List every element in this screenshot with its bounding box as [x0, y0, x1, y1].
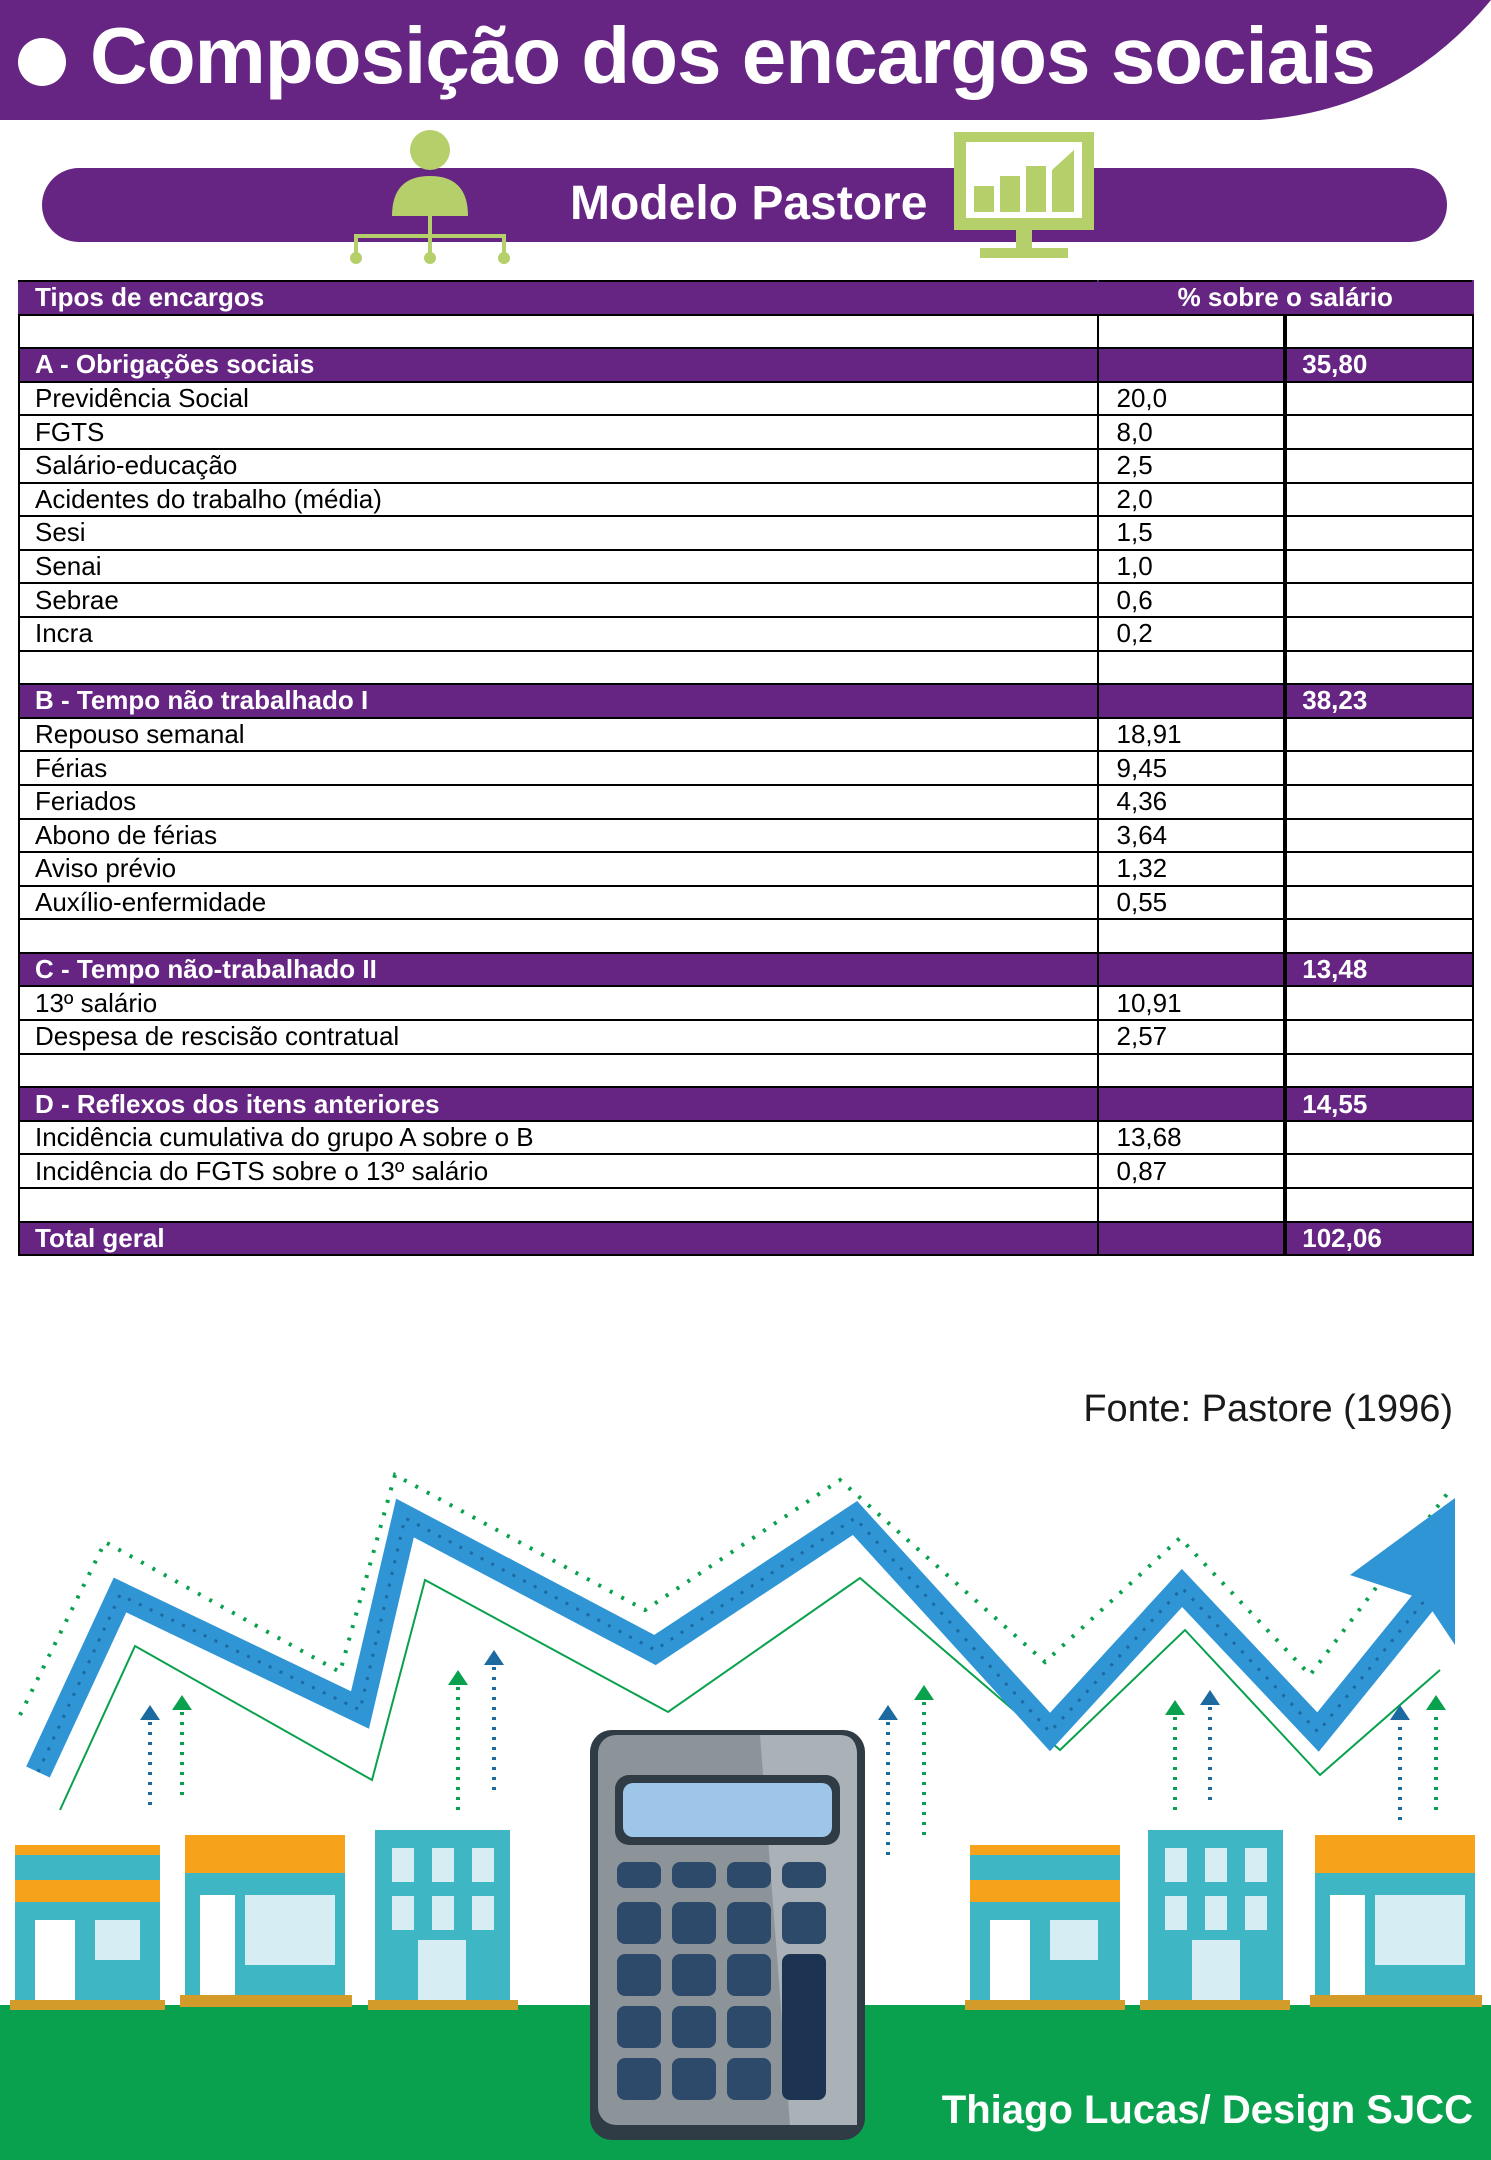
table-row	[19, 415, 1473, 449]
group-total: 35,80	[1285, 348, 1473, 382]
item-value: 1,0	[1098, 550, 1286, 584]
purple header-row	[19, 281, 1473, 315]
blank-cell	[1098, 315, 1286, 349]
item-empty	[1285, 1121, 1473, 1155]
item-name: Incra	[19, 617, 1098, 651]
table-row	[19, 617, 1473, 651]
shop-right-2	[1310, 1835, 1482, 2007]
group-label: D - Reflexos dos itens anteriores	[19, 1087, 1098, 1121]
item-name: Despesa de rescisão contratual	[19, 1020, 1098, 1054]
table-row	[19, 919, 1473, 953]
blank-cell	[1098, 1188, 1286, 1222]
shop-right-1	[965, 1845, 1125, 2010]
item-value: 2,57	[1098, 1020, 1286, 1054]
table-row	[19, 449, 1473, 483]
item-empty	[1285, 718, 1473, 752]
item-empty	[1285, 819, 1473, 853]
total-value: 102,06	[1285, 1222, 1473, 1256]
blank-cell	[19, 1188, 1098, 1222]
shop-left-2	[180, 1835, 352, 2007]
item-value: 2,5	[1098, 449, 1286, 483]
item-empty	[1285, 583, 1473, 617]
item-name: Incidência cumulativa do grupo A sobre o B	[19, 1121, 1098, 1155]
blank-cell	[19, 651, 1098, 685]
blank-cell	[1285, 651, 1473, 685]
item-empty	[1285, 1154, 1473, 1188]
item-value: 0,2	[1098, 617, 1286, 651]
table-row	[19, 651, 1473, 685]
group-total: 13,48	[1285, 953, 1473, 987]
table-row	[19, 852, 1473, 886]
item-empty	[1285, 483, 1473, 517]
group-empty	[1098, 953, 1286, 987]
purple-row	[19, 348, 1473, 382]
source-note: Fonte: Pastore (1996)	[1083, 1388, 1453, 1430]
blank-cell	[1285, 1054, 1473, 1088]
item-value: 9,45	[1098, 751, 1286, 785]
table-row	[19, 1020, 1473, 1054]
table-row	[19, 583, 1473, 617]
blank-cell	[19, 1054, 1098, 1088]
table-row	[19, 516, 1473, 550]
table-row	[19, 1054, 1473, 1088]
blank-cell	[1285, 1188, 1473, 1222]
purple-row	[19, 684, 1473, 718]
table-row	[19, 1121, 1473, 1155]
table-row	[19, 1154, 1473, 1188]
bullet-dot	[18, 38, 66, 86]
group-label: A - Obrigações sociais	[19, 348, 1098, 382]
group-empty	[1098, 1087, 1286, 1121]
table-row	[19, 550, 1473, 584]
total-empty	[1098, 1222, 1286, 1256]
item-empty	[1285, 886, 1473, 920]
item-value: 13,68	[1098, 1121, 1286, 1155]
group-label: B - Tempo não trabalhado I	[19, 684, 1098, 718]
purple-row	[19, 1222, 1473, 1256]
item-name: Auxílio-enfermidade	[19, 886, 1098, 920]
item-empty	[1285, 382, 1473, 416]
purple-row	[19, 953, 1473, 987]
item-name: Previdência Social	[19, 382, 1098, 416]
item-name: 13º salário	[19, 986, 1098, 1020]
item-name: Incidência do FGTS sobre o 13º salário	[19, 1154, 1098, 1188]
group-empty	[1098, 684, 1286, 718]
table-row	[19, 1188, 1473, 1222]
item-value: 2,0	[1098, 483, 1286, 517]
blank-cell	[1285, 919, 1473, 953]
blank-cell	[1098, 651, 1286, 685]
subtitle: Modelo Pastore	[570, 177, 928, 230]
item-name: Aviso prévio	[19, 852, 1098, 886]
total-label: Total geral	[19, 1222, 1098, 1256]
item-value: 10,91	[1098, 986, 1286, 1020]
item-empty	[1285, 449, 1473, 483]
item-value: 0,6	[1098, 583, 1286, 617]
group-total: 14,55	[1285, 1087, 1473, 1121]
item-empty	[1285, 550, 1473, 584]
header-type: Tipos de encargos	[19, 281, 1098, 315]
item-value: 18,91	[1098, 718, 1286, 752]
header-percent: % sobre o salário	[1098, 281, 1473, 315]
item-empty	[1285, 617, 1473, 651]
group-empty	[1098, 348, 1286, 382]
charges-table	[18, 280, 1474, 1256]
group-total: 38,23	[1285, 684, 1473, 718]
blank-cell	[1098, 1054, 1286, 1088]
item-value: 1,32	[1098, 852, 1286, 886]
item-empty	[1285, 516, 1473, 550]
building-left	[368, 1830, 518, 2010]
item-empty	[1285, 1020, 1473, 1054]
building-right	[1140, 1830, 1290, 2010]
item-name: Salário-educação	[19, 449, 1098, 483]
table-row	[19, 986, 1473, 1020]
item-value: 0,87	[1098, 1154, 1286, 1188]
blank-cell	[19, 919, 1098, 953]
item-value: 3,64	[1098, 819, 1286, 853]
calculator-icon	[590, 1730, 865, 2140]
item-value: 8,0	[1098, 415, 1286, 449]
table-row	[19, 315, 1473, 349]
item-empty	[1285, 986, 1473, 1020]
item-empty	[1285, 415, 1473, 449]
table-row	[19, 785, 1473, 819]
table-row	[19, 483, 1473, 517]
item-name: FGTS	[19, 415, 1098, 449]
illustration	[0, 1450, 1491, 2160]
shop-left-1	[10, 1845, 165, 2010]
item-name: Feriados	[19, 785, 1098, 819]
blank-cell	[1285, 315, 1473, 349]
item-name: Acidentes do trabalho (média)	[19, 483, 1098, 517]
page-title: Composição dos encargos sociais	[90, 11, 1375, 100]
table-row	[19, 819, 1473, 853]
monitor-chart-icon	[950, 128, 1100, 268]
table-row	[19, 886, 1473, 920]
item-name: Sebrae	[19, 583, 1098, 617]
org-person-icon	[340, 128, 530, 268]
table-row	[19, 751, 1473, 785]
blank-cell	[19, 315, 1098, 349]
item-value: 20,0	[1098, 382, 1286, 416]
purple-row	[19, 1087, 1473, 1121]
table-row	[19, 718, 1473, 752]
item-value: 0,55	[1098, 886, 1286, 920]
item-name: Repouso semanal	[19, 718, 1098, 752]
item-empty	[1285, 852, 1473, 886]
blank-cell	[1098, 919, 1286, 953]
item-name: Sesi	[19, 516, 1098, 550]
item-value: 1,5	[1098, 516, 1286, 550]
design-credit: Thiago Lucas/ Design SJCC	[941, 2088, 1473, 2132]
item-name: Férias	[19, 751, 1098, 785]
item-name: Abono de férias	[19, 819, 1098, 853]
group-label: C - Tempo não-trabalhado II	[19, 953, 1098, 987]
item-value: 4,36	[1098, 785, 1286, 819]
item-name: Senai	[19, 550, 1098, 584]
table-row	[19, 382, 1473, 416]
item-empty	[1285, 751, 1473, 785]
item-empty	[1285, 785, 1473, 819]
